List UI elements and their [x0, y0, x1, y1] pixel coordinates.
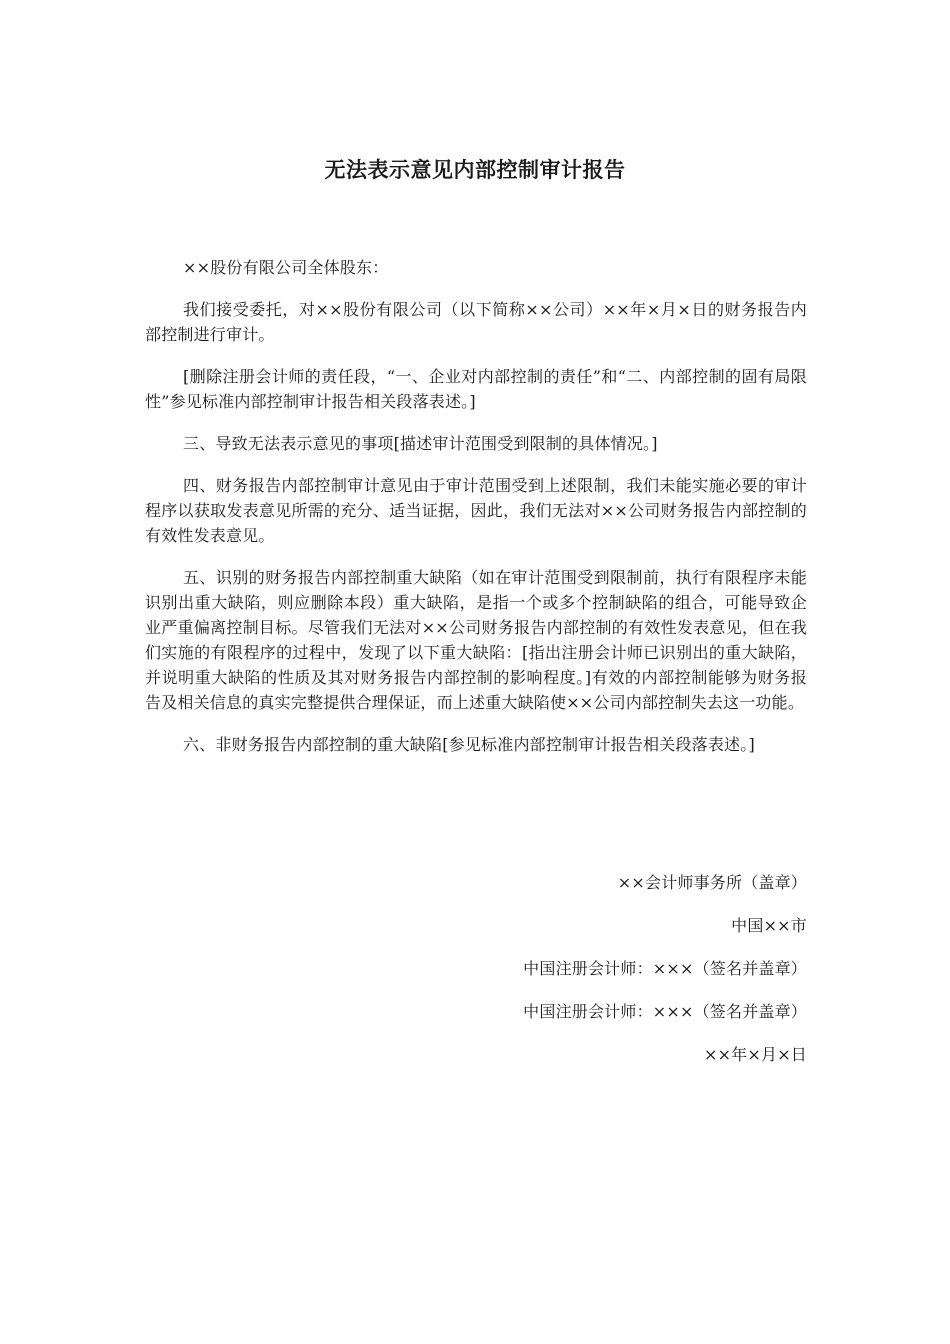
- firm-name: ××会计师事务所（盖章）: [617, 873, 807, 892]
- paragraph-non-financial-weakness: 六、非财务报告内部控制的重大缺陷[参见标准内部控制审计报告相关段落表述。]: [183, 735, 755, 754]
- cpa-signature-1: 中国注册会计师：×××（签名并盖章）: [523, 959, 807, 978]
- paragraph-engagement: 我们接受委托，对××股份有限公司（以下简称××公司）××年×月×日的财务报告内部控制进行审计。: [145, 300, 807, 344]
- report-body: [145, 255, 807, 774]
- salutation: ××股份有限公司全体股东：: [183, 258, 389, 277]
- signature-block: [145, 870, 807, 1085]
- paragraph-responsibility-note: [删除注册会计师的责任段，“一、企业对内部控制的责任”和“二、内部控制的固有局限性”参见标准内部控制审计报告相关段落表述。]: [145, 367, 807, 411]
- cpa-signature-2: 中国注册会计师：×××（签名并盖章）: [523, 1002, 807, 1021]
- firm-city: 中国××市: [731, 916, 807, 935]
- document-title: 无法表示意见内部控制审计报告: [324, 157, 626, 182]
- paragraph-audit-opinion: 四、财务报告内部控制审计意见由于审计范围受到上述限制，我们未能实施必要的审计程序以获取发表意见所需的充分、适当证据，因此，我们无法对××公司财务报告内部控制的有效性发表意见。: [145, 476, 807, 545]
- report-date: ××年×月×日: [703, 1045, 807, 1064]
- paragraph-basis-for-disclaimer: 三、导致无法表示意见的事项[描述审计范围受到限制的具体情况。]: [183, 434, 658, 453]
- paragraph-material-weakness: 五、识别的财务报告内部控制重大缺陷（如在审计范围受到限制前，执行有限程序未能识别出重大缺陷，则应删除本段）重大缺陷，是指一个或多个控制缺陷的组合，可能导致企业严重偏离控制目标。尽管我们无法对××公司财务报告内部控制的有效性发表意见，但在我们实施的有限程序的过程中，发现了以下重大缺陷：[指出注册会计师已识别出的重大缺陷，并说明重大缺陷的性质及其对财务报告内部控制的影响程度。]有效的内部控制能够为财务报告及相关信息的真实完整提供合理保证，而上述重大缺陷使××公司内部控制失去这一功能。: [145, 568, 807, 712]
